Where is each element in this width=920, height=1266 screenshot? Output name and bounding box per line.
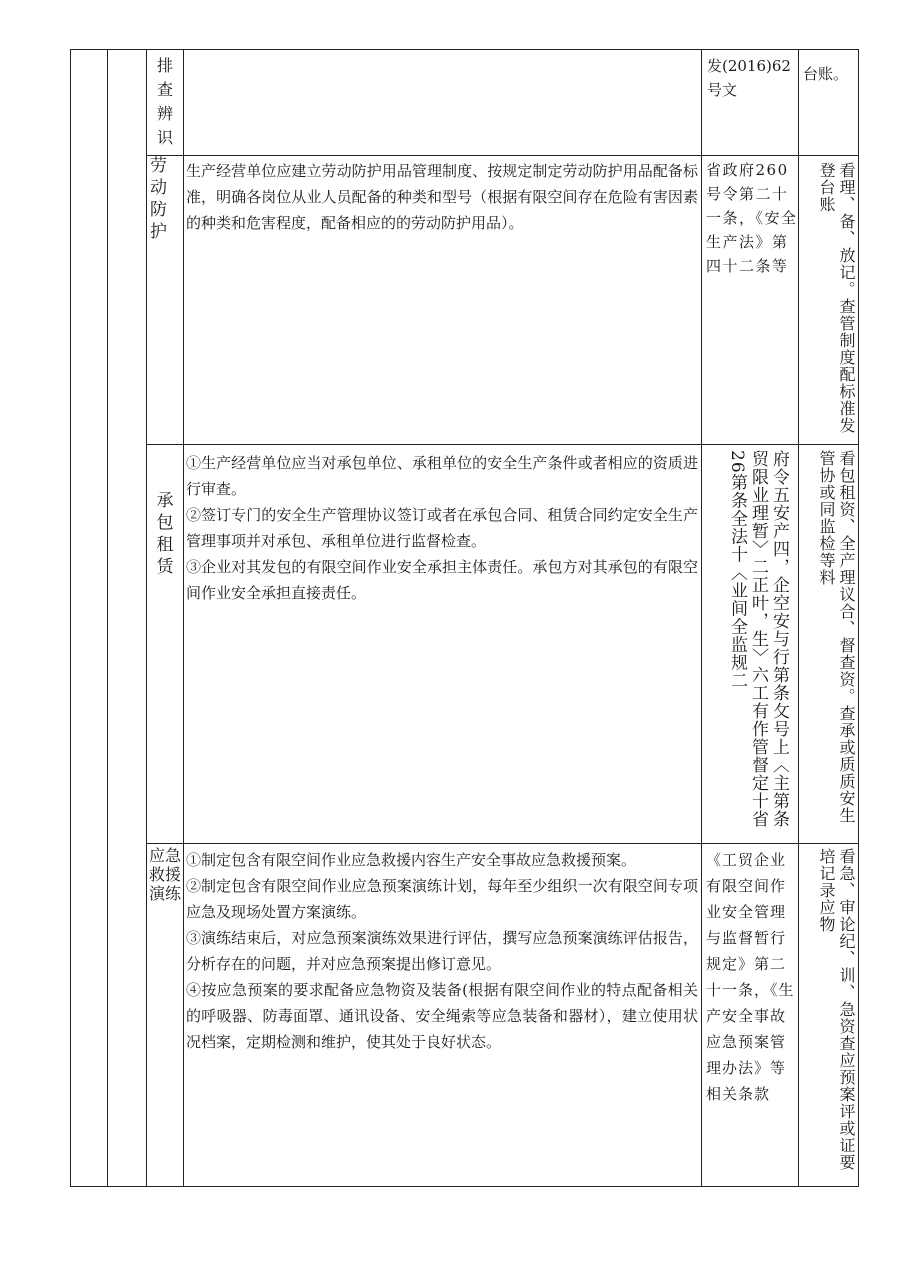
- row-requirements: [186, 158, 698, 440]
- inspection-table: [70, 49, 859, 1187]
- row-method: 看理、备、放记。查管制度配标准发登台账: [817, 162, 856, 434]
- requirement-item: ①制定包含有限空间作业应急救援内容生产安全事故应急救援预案。: [186, 851, 637, 869]
- row-category: 应急救援演练: [149, 846, 181, 903]
- row-category: 承包租赁: [156, 491, 174, 577]
- row-basis: 发(2016)62号文: [707, 57, 791, 99]
- row-divider-3: [146, 843, 859, 844]
- row-divider-1: [146, 155, 859, 156]
- col-divider-3: [183, 50, 184, 1187]
- row-basis: 《工贸企业有限空间作业安全管理与监督暂行规定》第二十一条，《生产安全事故应急预案管理办法》等相关条款: [706, 851, 795, 1103]
- col-divider-2: [146, 50, 147, 1187]
- col-divider-1: [107, 50, 108, 1187]
- row-method: 台账。: [803, 65, 849, 83]
- requirement-item: 生产经营单位应建立劳动防护用品管理制度、按规定制定劳动防护用品配备标准，明确各岗位从业人员配备的种类和型号（根据有限空间存在危险有害因素的种类和危害程度，配备相应的的劳动防护用品）。: [186, 162, 698, 232]
- row-method: 看急、审论纪、训、急资查应预案评或证要培记录应物: [817, 848, 856, 1171]
- row-basis: 府令五安产四，企空安与行第条攵号上〈主第条贸限业理暂〉二正叶，生〉六工有作管督定十省26第条全法十〈业间全监规二: [727, 450, 789, 828]
- requirement-item: ②制定包含有限空间作业应急预案演练计划，每年至少组织一次有限空间专项应急及现场处置方案演练。: [186, 877, 698, 921]
- row-basis: 省政府260号令第二十一条，《安全生产法》第四十二条等: [706, 161, 798, 275]
- row-category: 排查辨识: [156, 56, 173, 147]
- row-category: 劳动防护: [150, 156, 167, 242]
- requirement-item: ③演练结束后，对应急预案演练效果进行评估，撰写应急预案演练评估报告，分析存在的问题，并对应急预案提出修订意见。: [186, 929, 698, 973]
- requirement-item: ①生产经营单位应当对承包单位、承租单位的安全生产条件或者相应的资质进行审查。: [186, 454, 698, 498]
- requirement-item: ②签订专门的安全生产管理协议签订或者在承包合同、租赁合同约定安全生产管理事项并对承包、承租单位进行监督检查。: [186, 506, 698, 550]
- row-divider-2: [146, 444, 859, 445]
- row-requirements: [186, 450, 698, 838]
- requirement-item: ④按应急预案的要求配备应急物资及装备(根据有限空间作业的特点配备相关的呼吸器、防毒面罩、通讯设备、安全绳索等应急装备和器材），建立使用状况档案，定期检测和维护，使其处于良好状态。: [186, 981, 698, 1051]
- col-divider-5: [798, 50, 799, 1187]
- col-divider-4: [701, 50, 702, 1187]
- requirement-item: ③企业对其发包的有限空间作业安全承担主体责任。承包方对其承包的有限空间作业安全承担直接责任。: [186, 558, 698, 602]
- row-requirements: [186, 847, 698, 1185]
- row-method: 看包租资、全产理议合、督查资。查承或质质安生管协或同监检等料: [817, 450, 856, 824]
